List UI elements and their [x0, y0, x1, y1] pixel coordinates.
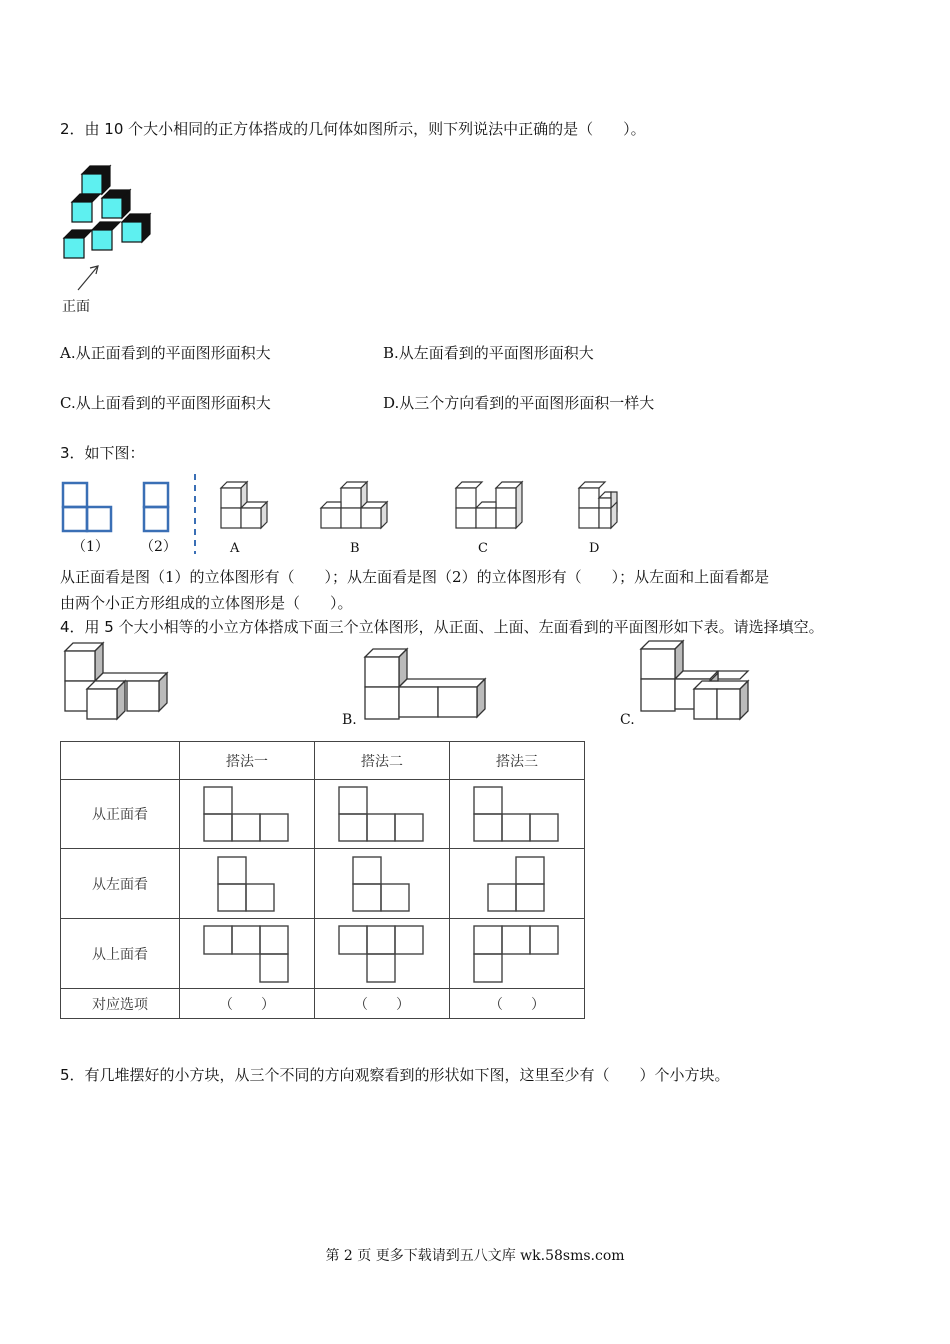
cell-front-3	[450, 780, 585, 849]
table-header-empty	[61, 742, 180, 780]
q3-figure-c	[453, 476, 533, 538]
q2-stem: 2．由 10 个大小相同的正方体搭成的几何体如图所示，则下列说法中正确的是（ ）。	[60, 120, 646, 138]
page-footer: 第 2 页 更多下载请到五八文库 wk.58sms.com	[325, 1248, 625, 1264]
answer-blank-3[interactable]: （ ）	[450, 989, 585, 1019]
cell-front-1	[180, 780, 315, 849]
q3-label-c: C	[478, 541, 488, 556]
q3-view-figure-1	[60, 480, 120, 540]
front-view-1	[202, 786, 292, 842]
q3-figure-b	[318, 476, 398, 538]
row-label-left: 从左面看	[61, 849, 180, 919]
answer-blank-2[interactable]: （ ）	[315, 989, 450, 1019]
q3-figure-d	[576, 476, 636, 538]
table-header-method-1: 搭法一	[180, 742, 315, 780]
cell-front-2	[315, 780, 450, 849]
row-label-options: 对应选项	[61, 989, 180, 1019]
q4-figure-c	[638, 640, 758, 722]
q3-figure-a	[218, 476, 278, 538]
q2-option-a: A.从正面看到的平面图形面积大	[60, 344, 271, 362]
cell-left-3	[450, 849, 585, 919]
q4-stem: 4．用 5 个大小相等的小立方体搭成下面三个立体图形，从正面、上面、左面看到的平面图形如下表。请选择填空。	[60, 618, 824, 636]
left-view-3	[486, 856, 548, 912]
q3-label-d: D	[589, 541, 600, 556]
cell-left-2	[315, 849, 450, 919]
top-view-3	[472, 925, 562, 983]
q3-line2: 由两个小正方形组成的立体图形是（ ）。	[60, 594, 353, 612]
front-view-3	[472, 786, 562, 842]
q4-label-b: B.	[342, 712, 357, 728]
q2-option-d: D.从三个方向看到的平面图形面积一样大	[383, 394, 655, 412]
cell-top-3	[450, 919, 585, 989]
q4-label-c: C.	[620, 712, 635, 728]
q3-line1: 从正面看是图（1）的立体图形有（ ）；从左面看是图（2）的立体图形有（ ）；从左面和上面看都是	[60, 568, 770, 586]
q3-label-a: A	[230, 541, 240, 556]
table-header-method-3: 搭法三	[450, 742, 585, 780]
q3-label-b: B	[350, 541, 360, 556]
top-view-2	[337, 925, 427, 983]
left-view-1	[216, 856, 278, 912]
q2-option-c: C.从上面看到的平面图形面积大	[60, 394, 271, 412]
q3-divider	[193, 474, 197, 554]
top-view-1	[202, 925, 292, 983]
q5-stem: 5．有几堆摆好的小方块，从三个不同的方向观察看到的形状如下图，这里至少有（ ）个小方块。	[60, 1066, 730, 1084]
q3-stem: 3．如下图：	[60, 444, 145, 462]
table-header-method-2: 搭法二	[315, 742, 450, 780]
q4-figure-b	[362, 646, 492, 728]
q3-view-figure-2	[140, 480, 180, 540]
cell-left-1	[180, 849, 315, 919]
cell-top-1	[180, 919, 315, 989]
front-label: 正面	[62, 299, 90, 315]
front-view-2	[337, 786, 427, 842]
row-label-top: 从上面看	[61, 919, 180, 989]
left-view-2	[351, 856, 413, 912]
cell-top-2	[315, 919, 450, 989]
q2-option-b: B.从左面看到的平面图形面积大	[383, 344, 594, 362]
q4-answer-table	[60, 741, 585, 1019]
q4-figure-a	[62, 642, 182, 724]
answer-blank-1[interactable]: （ ）	[180, 989, 315, 1019]
q3-label-1: （1）	[72, 539, 109, 555]
q3-label-2: （2）	[140, 539, 177, 555]
row-label-front: 从正面看	[61, 780, 180, 849]
